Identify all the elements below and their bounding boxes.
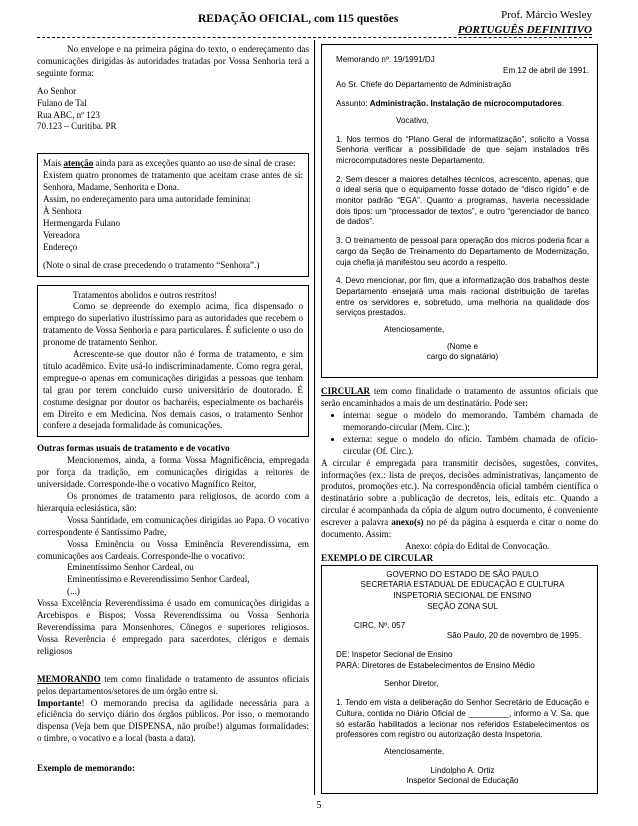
circular-org-line: GOVERNO DO ESTADO DE SÃO PAULO xyxy=(386,569,539,579)
address-line: Rua ABC, nº 123 xyxy=(37,109,100,120)
crase-example-line: Hermengarda Fulano xyxy=(43,217,121,228)
circular-paragraph: CIRCULAR tem como finalidade o tratamento de assuntos oficiais que serão encaminhados a mais de um destinatário. Pode ser: xyxy=(321,386,598,409)
circular-from: DE: Inspetor Secional de Ensino xyxy=(336,649,453,659)
crase-example-line: Vereadora xyxy=(43,229,80,240)
circular-example-label: EXEMPLO DE CIRCULAR xyxy=(321,552,434,563)
memo-signature: cargo do signatário) xyxy=(426,352,499,362)
crase-example-line: Endereço xyxy=(43,241,78,252)
crase-example-intro: Assim, no endereçamento para uma autoridade feminina: xyxy=(43,194,251,205)
header-subtitle: PORTUGUÊS DEFINITIVO xyxy=(457,24,592,36)
crase-intro: Mais atenção ainda para as exceções quanto ao uso de sinal de crase: xyxy=(43,158,296,169)
circular-org-line: SECRETARIA ESTADUAL DE EDUCAÇÃO E CULTURA xyxy=(360,580,565,590)
circular-to: PARA: Diretores de Estabelecimentos de Ensino Médio xyxy=(336,660,535,670)
crase-box xyxy=(37,153,309,276)
tratamentos-box xyxy=(37,285,309,438)
memo-number: Memorando nº. 19/1991/DJ xyxy=(336,55,435,64)
circular-signature: Inspetor Secional de Educação xyxy=(406,776,519,786)
tratamentos-heading: Tratamentos abolidos e outros restritos! xyxy=(73,289,218,300)
anexo-line: Anexo: cópia do Edital de Convocação. xyxy=(405,540,550,551)
memorando-example-label: Exemplo de memorando: xyxy=(37,763,136,774)
memo-date: Em 12 de abril de 1991. xyxy=(503,65,589,75)
memo-recipient: Ao Sr. Chefe do Departamento de Administração xyxy=(336,80,512,90)
vocativo-line: Eminentíssimo Senhor Cardeal, ou xyxy=(67,562,194,573)
outras-formas-heading: Outras formas usuais de tratamento e de vocativo xyxy=(37,443,230,454)
tratamentos-paragraph: Como se depreende do exemplo acima, fica dispensado o emprego do superlativo ilustríssimo para as autoridades que recebem o tratamento de Vossa Senhoria e para particulares. É suficiente o uso do pronome de tratamento Senhor. xyxy=(43,301,303,348)
list-item: • interna: segue o modelo do memorando. Também chamada de memorando-circular (Mem. Circ.); xyxy=(343,410,598,434)
intro-paragraph: No envelope e na primeira página do texto, o endereçamento das comunicações dirigidas às autoridades tratadas por Vossa Senhoria terá a seguinte forma: xyxy=(37,44,309,78)
header-author: Prof. Márcio Wesley xyxy=(501,9,592,21)
memo-signature: (Nome e xyxy=(446,341,479,351)
list-item: • externa: segue o modelo do ofício. Também chamada de ofício-circular (Of. Circ.). xyxy=(343,434,598,458)
memorando-paragraph: MEMORANDO tem como finalidade o tratamento de assuntos oficiais pelos departamentos/setores de um órgão entre si. xyxy=(37,673,309,696)
page-number: 5 xyxy=(316,800,322,811)
vocativo-line: (...) xyxy=(67,586,80,597)
magnificencia-paragraph: Mencionemos, ainda, a forma Vossa Magnificência, empregada por força da tradição, em comunicações dirigidas a reitores de universidade. Corresponde-lhe o vocativo Magnífico Reitor, xyxy=(37,455,309,490)
circular-example-box xyxy=(321,565,598,794)
circular-date: São Paulo, 20 de novembro de 1995. xyxy=(446,631,581,641)
circular-types-list xyxy=(321,410,598,458)
memo-item: 3. O treinamento de pessoal para operação dos micros poderia ficar a cargo da Seção de Treinamento do Departamento de Modernização, cuja chefia já manifestou seu acordo a respeito. xyxy=(336,236,589,267)
address-line: Fulano de Tal xyxy=(37,97,87,108)
circular-vocative: Senhor Diretor, xyxy=(384,679,439,689)
circular-org-line: SEÇÃO ZONA SUL xyxy=(427,601,498,611)
circular-number: CIRC. Nº. 057 xyxy=(354,620,406,630)
left-column xyxy=(37,44,309,775)
crase-example-line: À Senhora xyxy=(43,205,82,216)
memo-closing: Atenciosamente, xyxy=(384,325,445,335)
circular-signature: Lindolpho A. Ortiz xyxy=(430,765,495,775)
circular-usage-paragraph: A circular é empregada para transmitir decisões, sugestões, convites, informações (ex.: lista de preços, decisões administrativas, lançamento de produtos, promoções etc.). Na correspondência oficial também científica o destinatário sobre a publicação de decretos, leis, editais etc. Quando a circular é acompanhada da cópia de algum outro documento, é conveniente escrever a palavra anexo(s) no pé da página à esquerda e citar o nome do documento. Assim: xyxy=(321,457,598,540)
memo-vocative: Vocativo, xyxy=(396,115,429,125)
header-title: REDAÇÃO OFICIAL, com 115 questões xyxy=(198,13,399,25)
eminencia-paragraph: Vossa Eminência ou Vossa Eminência Reverendíssima, em comunicações aos Cardeais. Corresponde-lhe o vocativo: xyxy=(37,538,309,561)
excelencia-paragraph: Vossa Excelência Reverendíssima é usado em comunicações dirigidas a Arcebispos e Bispos; Vossa Reverendíssima ou Vossa Senhoria Reverendíssima para Monsenhores, Cônegos e superiores religiosos. Vossa Reverência é empregado para sacerdotes, clérigos e demais religiosos xyxy=(37,598,309,656)
memo-item: 2. Sem descer a maiores detalhes técnicos, acrescento, apenas, que o ideal seria que o equipamento fosse dotado de “disco rígido” e de monitor padrão “EGA”. Quanto a programas, haveria necessidade dois tipos: um “processador de textos”, e outro “gerenciador de banco de dados”. xyxy=(336,174,589,227)
crase-rule: Existem quatro pronomes de tratamento que aceitam crase antes de si: Senhora, Madame, Senhorita e Dona. xyxy=(43,170,303,193)
circular-org-line: INSPETORIA SECIONAL DE ENSINO xyxy=(393,591,532,601)
memorando-example-box xyxy=(321,44,598,378)
circular-body: 1. Tendo em vista a deliberação do Senhor Secretário de Educação e Cultura, contida no Diário Oficial de _________, informo a V. Sa. que só estarão habilitados a lecionar nos referidos Estabelecimentos os professores com registro ou autorização desta Inspetoria. xyxy=(336,698,589,740)
circular-closing: Atenciosamente, xyxy=(384,746,445,756)
santidade-paragraph: Vossa Santidade, em comunicações dirigidas ao Papa. O vocativo correspondente é Santíssimo Padre, xyxy=(37,514,309,537)
religiosos-paragraph: Os pronomes de tratamento para religiosos, de acordo com a hierarquia eclesiástica, são: xyxy=(37,491,309,513)
memo-item: 1. Nos termos do “Plano Geral de informatização”, solicito a Vossa Senhoria verificar a possibilidade de que sejam instalados três microcomputadores neste Departamento. xyxy=(336,134,589,165)
address-line: Ao Senhor xyxy=(37,85,77,96)
right-column xyxy=(321,44,598,794)
memo-subject: Assunto: Administração. Instalação de microcomputadores. xyxy=(336,99,565,109)
address-block xyxy=(37,86,309,134)
memorando-importante: Importante! O memorando precisa da agilidade necessária para a eficiência do serviço diário dos órgãos públicos. Por isso, o memorando dispensa (Veja bem que DISPENSA, não proíbe!) algumas formalidades: o timbre, o vocativo e a local (basta a data). xyxy=(37,697,309,744)
column-divider xyxy=(314,40,315,795)
address-line: 70.123 – Curitiba. PR xyxy=(37,121,117,132)
crase-note: (Note o sinal de crase precedendo o tratamento “Senhora”.) xyxy=(43,259,260,270)
vocativo-line: Eminentíssimo e Reverendíssimo Senhor Cardeal, xyxy=(67,574,250,585)
header-rule xyxy=(37,37,592,38)
memo-item: 4. Devo mencionar, por fim, que a informatização dos trabalhos deste Departamento ensejará uma mais racional distribuição de tarefas entre os servidores e, sobretudo, uma melhoria na qualidade dos serviços prestados. xyxy=(336,276,589,318)
doutor-paragraph: Acrescente-se que doutor não é forma de tratamento, e sim título acadêmico. Evite usá-lo indiscriminadamente. Como regra geral, empregue-o apenas em comunicações dirigidas a pessoas que tenham tal grau por terem concluído curso universitário de doutorado. É costume designar por doutor os bacharéis, especialmente os bacharéis em Direito e em Medicina. Nos demais casos, o tratamento Senhor confere a desejada formalidade às comunicações. xyxy=(43,349,303,431)
